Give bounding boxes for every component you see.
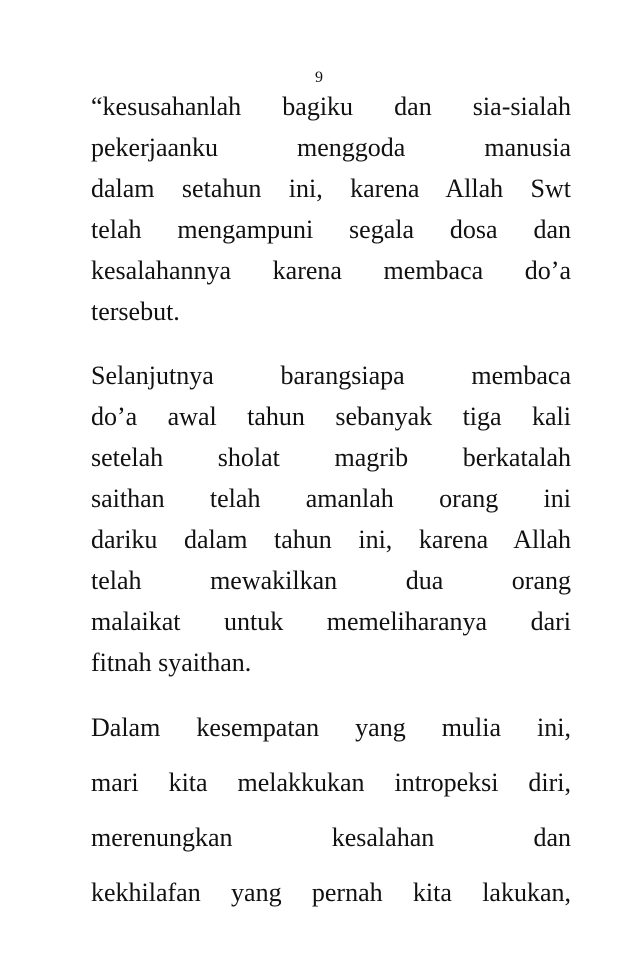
text-line: fitnah syaithan.: [91, 648, 252, 677]
text-line: telah mewakilkan dua orang: [91, 566, 571, 595]
text-line: mari kita melakkukan intropeksi diri,: [91, 768, 571, 797]
text-line: kesalahannya karena membaca do’a: [91, 256, 571, 285]
text-line: dalam setahun ini, karena Allah Swt: [91, 174, 571, 203]
text-line: telah mengampuni segala dosa dan: [91, 215, 571, 244]
paragraph-1: [91, 86, 571, 332]
text-line: Selanjutnya barangsiapa membaca: [91, 361, 571, 390]
text-line: tersebut.: [91, 297, 180, 326]
text-line: dariku dalam tahun ini, karena Allah: [91, 525, 571, 554]
page-number: 9: [315, 69, 323, 86]
paragraph-2: [91, 355, 571, 683]
text-line: merenungkan kesalahan dan: [91, 823, 571, 852]
text-line: kekhilafan yang pernah kita lakukan,: [91, 878, 571, 907]
text-line: setelah sholat magrib berkatalah: [91, 443, 571, 472]
text-line: malaikat untuk memeliharanya dari: [91, 607, 571, 636]
paragraph-3: [91, 700, 571, 920]
text-line: do’a awal tahun sebanyak tiga kali: [91, 402, 571, 431]
document-body: [91, 86, 571, 920]
text-line: “kesusahanlah bagiku dan sia-sialah: [91, 92, 571, 121]
text-line: saithan telah amanlah orang ini: [91, 484, 571, 513]
text-line: pekerjaanku menggoda manusia: [91, 133, 571, 162]
text-line: Dalam kesempatan yang mulia ini,: [91, 713, 571, 742]
